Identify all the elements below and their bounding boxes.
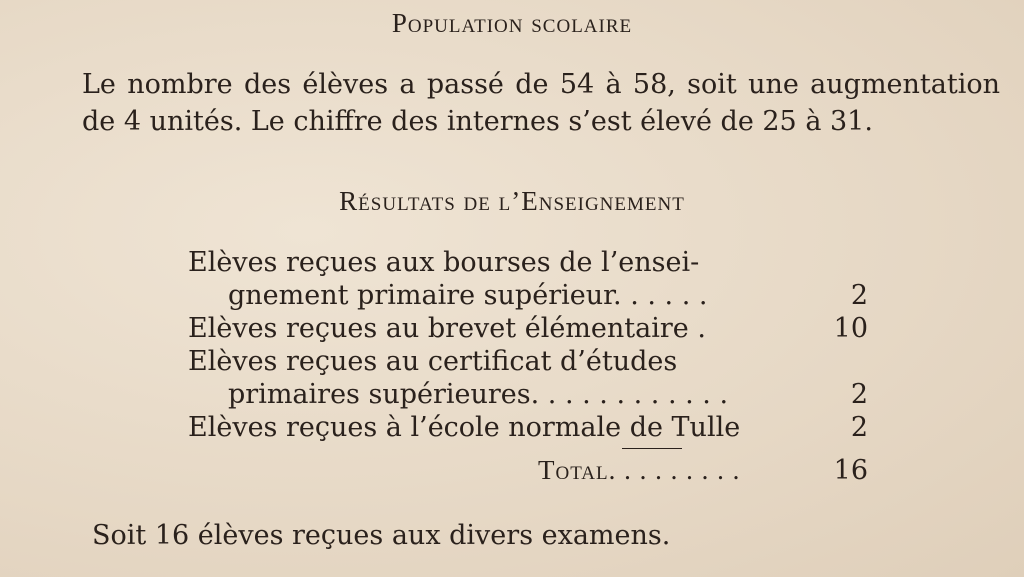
heading-results: Résultats de l’Enseignement [339,186,685,216]
result-label-cont: gnement primaire supérieur. . . . . . [228,280,708,311]
heading-population: Population scolaire [391,8,633,38]
result-row [188,411,878,444]
result-row [188,246,878,279]
result-value: 10 [833,313,868,344]
result-value: 2 [850,280,868,311]
result-row [188,312,878,345]
result-label: Elèves reçues au brevet élémentaire . [188,313,706,344]
result-row [188,279,878,312]
result-value: 2 [850,412,868,443]
total-value: 16 [833,455,868,486]
result-label: Elèves reçues à l’école normale de Tulle [188,412,741,443]
population-paragraph: Le nombre des élèves a passé de 54 à 58, soit une augmentation de 4 unités. Le chiffre des internes s’est élevé de 25 à 31. [82,69,1000,137]
result-row [188,378,878,411]
result-label-cont: primaires supérieures. . . . . . . . . . . . [228,379,729,410]
total-row [538,452,868,489]
result-value: 2 [850,379,868,410]
summary-sentence: Soit 16 élèves reçues aux divers examens. [92,520,671,551]
total-rule [622,448,682,449]
results-table [188,246,878,444]
result-label: Elèves reçues aux bourses de l’ensei- [188,247,700,278]
total-label: Total. . . . . . . . . [538,455,741,485]
result-row [188,345,878,378]
result-label: Elèves reçues au certificat d’études [188,346,678,377]
